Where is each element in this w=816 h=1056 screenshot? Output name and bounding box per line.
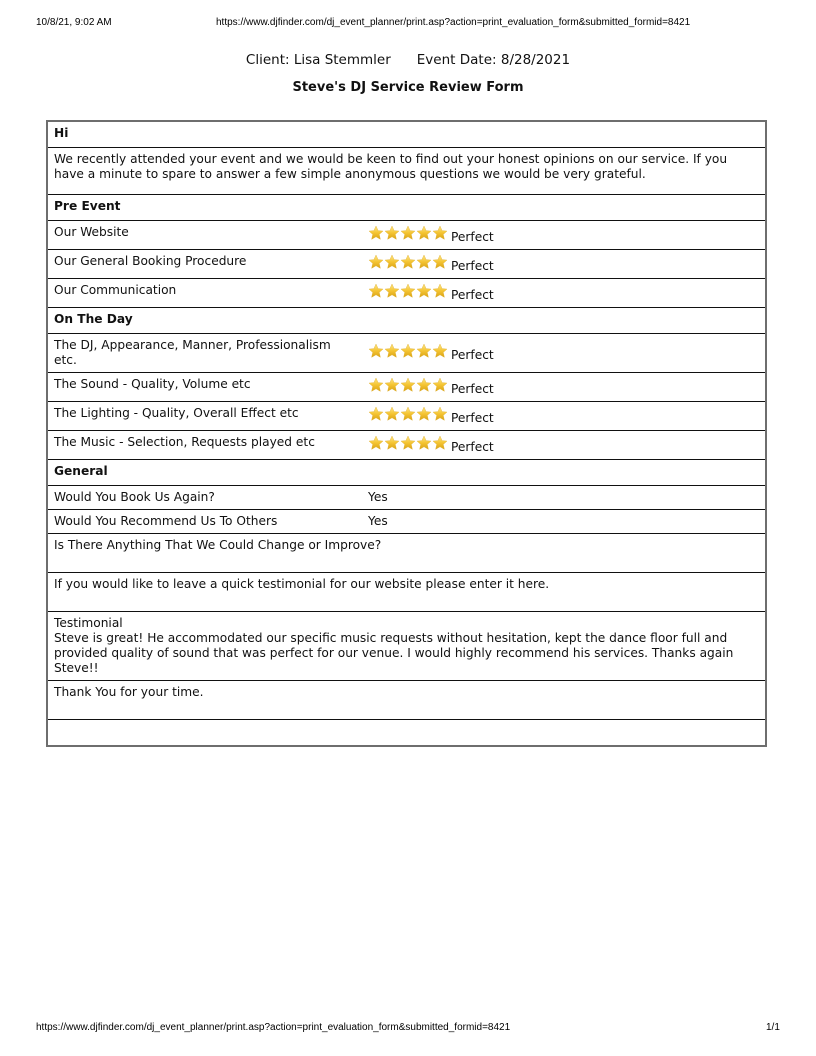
rating-label: Perfect bbox=[451, 259, 494, 273]
closing-text: Thank You for your time. bbox=[47, 681, 766, 720]
star-icon bbox=[416, 254, 432, 270]
star-icon bbox=[400, 225, 416, 241]
print-url: https://www.djfinder.com/dj_event_planner/print.asp?action=print_evaluation_form&submitted_formid=8421 bbox=[216, 17, 691, 28]
star-icon bbox=[432, 254, 448, 270]
empty-cell bbox=[47, 720, 766, 747]
testimonial-text: Steve is great! He accommodated our specific music requests without hesitation, kept the dance floor full and provided quality of sound that was perfect for our venue. I would highly recommend his services. Thanks again Steve!! bbox=[54, 631, 734, 675]
rating-cell bbox=[358, 402, 766, 431]
star-icon bbox=[416, 343, 432, 359]
five-star-rating-icon bbox=[368, 283, 448, 299]
star-icon bbox=[384, 435, 400, 451]
answer-row bbox=[47, 486, 766, 510]
question-label: Our Website bbox=[47, 221, 358, 250]
closing-row bbox=[47, 681, 766, 720]
star-icon bbox=[400, 254, 416, 270]
section-on-the-day bbox=[47, 308, 766, 334]
star-icon bbox=[416, 435, 432, 451]
testimonial-cell bbox=[47, 612, 766, 681]
star-icon bbox=[384, 254, 400, 270]
star-icon bbox=[384, 343, 400, 359]
five-star-rating-icon bbox=[368, 225, 448, 241]
client-info bbox=[0, 52, 816, 68]
five-star-rating-icon bbox=[368, 435, 448, 451]
star-icon bbox=[368, 377, 384, 393]
testimonial-row bbox=[47, 612, 766, 681]
section-pre-event bbox=[47, 195, 766, 221]
five-star-rating-icon bbox=[368, 343, 448, 359]
improve-question: Is There Anything That We Could Change or Improve? bbox=[47, 534, 766, 573]
star-icon bbox=[368, 254, 384, 270]
rating-row bbox=[47, 373, 766, 402]
answer-value: Yes bbox=[358, 486, 766, 510]
rating-label: Perfect bbox=[451, 411, 494, 425]
star-icon bbox=[368, 283, 384, 299]
section-title: On The Day bbox=[47, 308, 766, 334]
rating-label: Perfect bbox=[451, 382, 494, 396]
rating-cell bbox=[358, 373, 766, 402]
five-star-rating-icon bbox=[368, 377, 448, 393]
section-title: Pre Event bbox=[47, 195, 766, 221]
page-number: 1/1 bbox=[766, 1022, 780, 1033]
question-label: The DJ, Appearance, Manner, Professionalism etc. bbox=[47, 334, 358, 373]
rating-row bbox=[47, 221, 766, 250]
star-icon bbox=[416, 377, 432, 393]
question-label: The Music - Selection, Requests played etc bbox=[47, 431, 358, 460]
star-icon bbox=[432, 435, 448, 451]
rating-row bbox=[47, 402, 766, 431]
print-datetime: 10/8/21, 9:02 AM bbox=[36, 17, 112, 28]
testimonial-label: Testimonial bbox=[54, 616, 123, 630]
section-title: General bbox=[47, 460, 766, 486]
question-label: The Sound - Quality, Volume etc bbox=[47, 373, 358, 402]
client-name: Client: Lisa Stemmler bbox=[245, 52, 391, 68]
star-icon bbox=[416, 406, 432, 422]
rating-label: Perfect bbox=[451, 348, 494, 362]
rating-cell bbox=[358, 431, 766, 460]
star-icon bbox=[432, 377, 448, 393]
star-icon bbox=[384, 225, 400, 241]
intro-heading: Hi bbox=[54, 126, 69, 140]
star-icon bbox=[400, 283, 416, 299]
rating-cell bbox=[358, 221, 766, 250]
star-icon bbox=[384, 406, 400, 422]
review-form-table bbox=[46, 120, 767, 747]
footer-url: https://www.djfinder.com/dj_event_planner/print.asp?action=print_evaluation_form&submitted_formid=8421 bbox=[36, 1022, 511, 1033]
star-icon bbox=[416, 225, 432, 241]
question-label: The Lighting - Quality, Overall Effect etc bbox=[47, 402, 358, 431]
five-star-rating-icon bbox=[368, 254, 448, 270]
rating-row bbox=[47, 431, 766, 460]
star-icon bbox=[432, 343, 448, 359]
empty-row bbox=[47, 720, 766, 747]
section-general bbox=[47, 460, 766, 486]
star-icon bbox=[368, 225, 384, 241]
testimonial-prompt: If you would like to leave a quick testimonial for our website please enter it here. bbox=[47, 573, 766, 612]
star-icon bbox=[400, 377, 416, 393]
intro-text: We recently attended your event and we would be keen to find out your honest opinions on our service. If you have a minute to spare to answer a few simple anonymous questions we would be very grateful. bbox=[47, 148, 766, 195]
rating-cell bbox=[358, 279, 766, 308]
rating-row bbox=[47, 279, 766, 308]
star-icon bbox=[368, 406, 384, 422]
form-title: Steve's DJ Service Review Form bbox=[292, 80, 524, 95]
question-label: Our Communication bbox=[47, 279, 358, 308]
star-icon bbox=[384, 377, 400, 393]
answer-value: Yes bbox=[358, 510, 766, 534]
star-icon bbox=[368, 343, 384, 359]
intro-heading-row bbox=[47, 121, 766, 148]
star-icon bbox=[400, 406, 416, 422]
rating-cell bbox=[358, 250, 766, 279]
question-label: Would You Book Us Again? bbox=[47, 486, 358, 510]
star-icon bbox=[432, 225, 448, 241]
star-icon bbox=[400, 435, 416, 451]
rating-label: Perfect bbox=[451, 230, 494, 244]
answer-row bbox=[47, 510, 766, 534]
testimonial-prompt-row bbox=[47, 573, 766, 612]
rating-label: Perfect bbox=[451, 440, 494, 454]
five-star-rating-icon bbox=[368, 406, 448, 422]
star-icon bbox=[400, 343, 416, 359]
improve-row bbox=[47, 534, 766, 573]
question-label: Our General Booking Procedure bbox=[47, 250, 358, 279]
intro-text-row bbox=[47, 148, 766, 195]
star-icon bbox=[368, 435, 384, 451]
rating-label: Perfect bbox=[451, 288, 494, 302]
star-icon bbox=[432, 283, 448, 299]
rating-row bbox=[47, 334, 766, 373]
event-date: Event Date: 8/28/2021 bbox=[416, 52, 571, 68]
star-icon bbox=[416, 283, 432, 299]
question-label: Would You Recommend Us To Others bbox=[47, 510, 358, 534]
rating-row bbox=[47, 250, 766, 279]
star-icon bbox=[432, 406, 448, 422]
star-icon bbox=[384, 283, 400, 299]
rating-cell bbox=[358, 334, 766, 373]
